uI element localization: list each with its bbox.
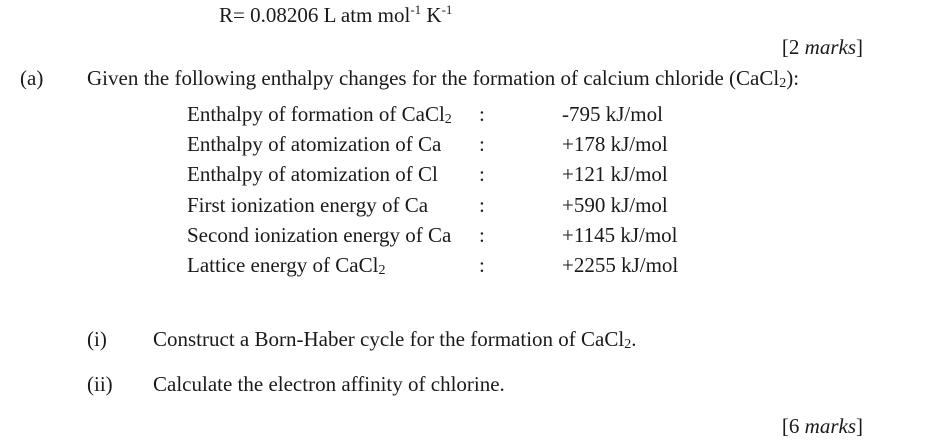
sub-question-i-tail: . bbox=[631, 327, 637, 351]
sub-question-i-text bbox=[153, 327, 636, 353]
row-label bbox=[187, 223, 451, 249]
gas-constant-line bbox=[219, 2, 452, 28]
marks-bottom-word: marks bbox=[804, 414, 856, 438]
row-value: +121 kJ/mol bbox=[562, 162, 668, 186]
marks-top-open: [2 bbox=[781, 35, 805, 59]
row-value: +178 kJ/mol bbox=[562, 132, 668, 156]
row-separator: : bbox=[479, 162, 485, 186]
sub-question-ii-label: (ii) bbox=[87, 372, 113, 396]
gas-constant-exp2: -1 bbox=[441, 2, 453, 17]
gas-constant-prefix: R= 0.08206 L atm mol bbox=[219, 3, 411, 27]
row-separator: : bbox=[479, 193, 485, 217]
row-label bbox=[187, 193, 428, 219]
part-a-label: (a) bbox=[20, 66, 44, 90]
sub-question-i-label: (i) bbox=[87, 327, 107, 351]
sub-question-ii-body: Calculate the electron affinity of chlorine. bbox=[153, 372, 505, 396]
row-value: +1145 kJ/mol bbox=[562, 223, 678, 247]
row-label-text: Second ionization energy of Ca bbox=[187, 223, 452, 247]
part-a-question-sub: 2 bbox=[779, 76, 787, 91]
row-label-text: Enthalpy of atomization of Ca bbox=[187, 132, 442, 156]
row-label-sub: 2 bbox=[444, 112, 452, 127]
sub-question-i-body: Construct a Born-Haber cycle for the formation of CaCl bbox=[153, 327, 625, 351]
row-separator: : bbox=[479, 132, 485, 156]
marks-top bbox=[782, 35, 863, 60]
row-label-text: Lattice energy of CaCl bbox=[187, 253, 379, 277]
marks-bottom-close: ] bbox=[856, 414, 863, 438]
row-label bbox=[187, 162, 438, 188]
row-value: +2255 kJ/mol bbox=[562, 253, 679, 277]
row-separator: : bbox=[479, 223, 485, 247]
row-label-text: Enthalpy of formation of CaCl bbox=[187, 102, 445, 126]
sub-question-i-sub: 2 bbox=[624, 337, 632, 352]
part-a-question-tail: ): bbox=[786, 66, 800, 90]
marks-bottom bbox=[782, 414, 863, 439]
row-value: +590 kJ/mol bbox=[562, 193, 668, 217]
gas-constant-exp1: -1 bbox=[410, 2, 422, 17]
part-a-question bbox=[87, 66, 799, 92]
row-label bbox=[187, 102, 452, 128]
row-label-text: Enthalpy of atomization of Cl bbox=[187, 162, 438, 186]
row-separator: : bbox=[479, 253, 485, 277]
sub-question-ii-text bbox=[153, 372, 505, 398]
marks-bottom-open: [6 bbox=[781, 414, 805, 438]
row-label bbox=[187, 253, 385, 279]
part-a-question-text: Given the following enthalpy changes for the formation of calcium chloride (CaCl bbox=[87, 66, 780, 90]
row-label-sub: 2 bbox=[378, 263, 386, 278]
row-value: -795 kJ/mol bbox=[562, 102, 663, 126]
marks-top-close: ] bbox=[856, 35, 863, 59]
marks-top-word: marks bbox=[804, 35, 856, 59]
row-separator: : bbox=[479, 102, 485, 126]
row-label bbox=[187, 132, 441, 158]
gas-constant-mid: K bbox=[421, 3, 442, 27]
row-label-text: First ionization energy of Ca bbox=[187, 193, 429, 217]
